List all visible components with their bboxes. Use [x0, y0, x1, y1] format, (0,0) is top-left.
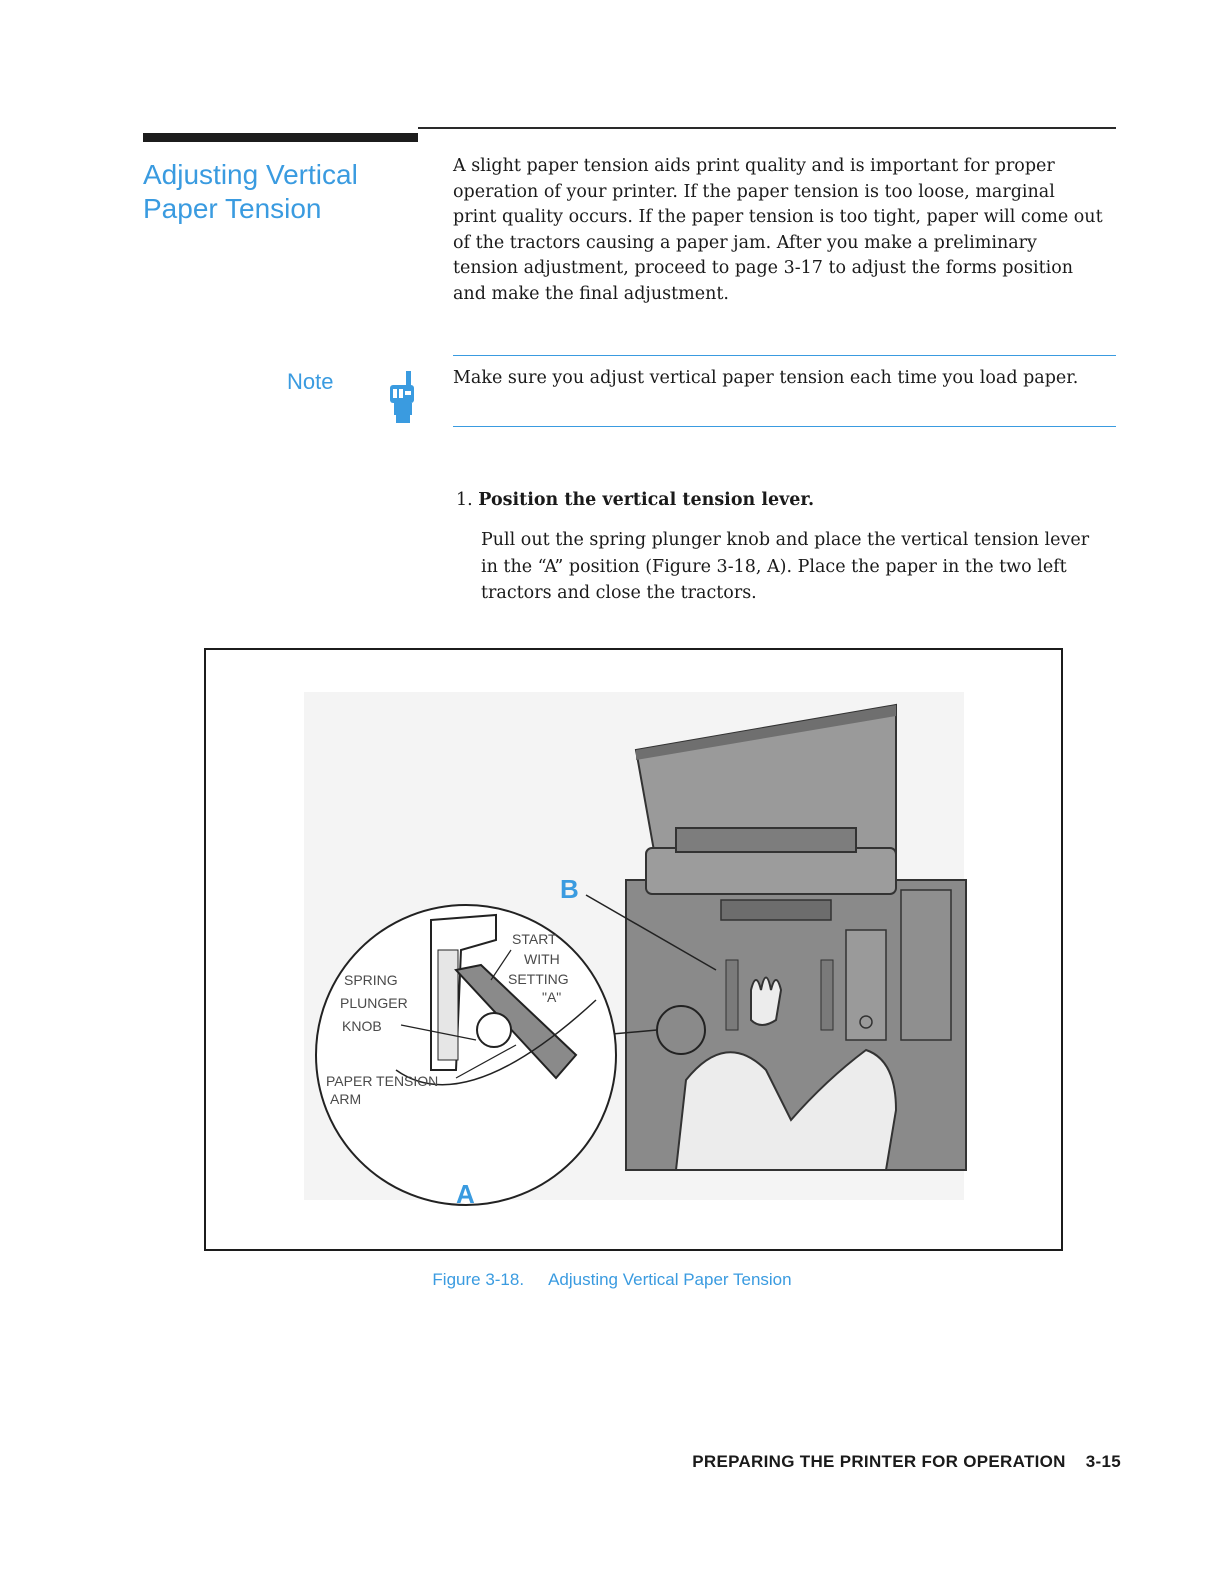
step-heading: Position the vertical tension lever.: [478, 490, 815, 510]
spring-plunger-knob: [477, 1013, 511, 1047]
label-start: START: [512, 931, 557, 947]
tension-scale: [438, 950, 458, 1060]
label-setting-a: "A": [542, 989, 562, 1005]
step-1-title: [456, 490, 814, 510]
label-paper-tension: PAPER TENSION: [326, 1073, 439, 1089]
note-rule-top: [453, 355, 1116, 356]
section-rule-thin: [418, 127, 1116, 129]
label-spring: SPRING: [344, 972, 398, 988]
caption-number: Figure 3-18.: [432, 1270, 525, 1289]
note-label: Note: [287, 369, 334, 394]
section-heading-line1: Adjusting Vertical: [143, 159, 358, 190]
section-rule-thick: [143, 133, 418, 142]
caption-title: Adjusting Vertical Paper Tension: [548, 1270, 792, 1289]
figure-caption: [0, 1270, 1224, 1290]
section-heading-line2: Paper Tension: [143, 193, 322, 224]
step-number: 1.: [456, 490, 473, 510]
section-heading: [143, 158, 403, 226]
operator-hand: [751, 978, 781, 1026]
pointing-hand-icon: [388, 371, 418, 425]
callout-letter-a: A: [456, 1179, 475, 1209]
label-plunger: PLUNGER: [340, 995, 408, 1011]
note-text: Make sure you adjust vertical paper tension each time you load paper.: [453, 368, 1079, 388]
footer-page-number: 3-15: [1085, 1452, 1121, 1471]
printer-illustration: [206, 650, 1061, 1249]
label-with: WITH: [524, 951, 560, 967]
callout-letter-b: B: [560, 874, 579, 904]
figure-3-18: [204, 648, 1063, 1251]
step-1-body: Pull out the spring plunger knob and place the vertical tension lever in the “A” position (Figure 3-18, A). Place the paper in the two left tractors and close the tractors.: [481, 530, 1090, 603]
footer-chapter: PREPARING THE PRINTER FOR OPERATION: [692, 1452, 1066, 1471]
note-rule-bottom: [453, 426, 1116, 427]
label-setting: SETTING: [508, 971, 569, 987]
page-footer: [692, 1452, 1121, 1472]
intro-paragraph: A slight paper tension aids print quality and is important for proper operation of your printer. If the paper tension is too loose, marginal print quality occurs. If the paper tension is too tight, paper will come out of the tractors causing a paper jam. After you make a preliminary tension adjustment, proceed to page 3-17 to adjust the forms position and make the final adjustment.: [453, 156, 1103, 304]
printer-carriage: [646, 848, 896, 894]
label-knob: KNOB: [342, 1018, 382, 1034]
label-arm: ARM: [330, 1091, 362, 1107]
